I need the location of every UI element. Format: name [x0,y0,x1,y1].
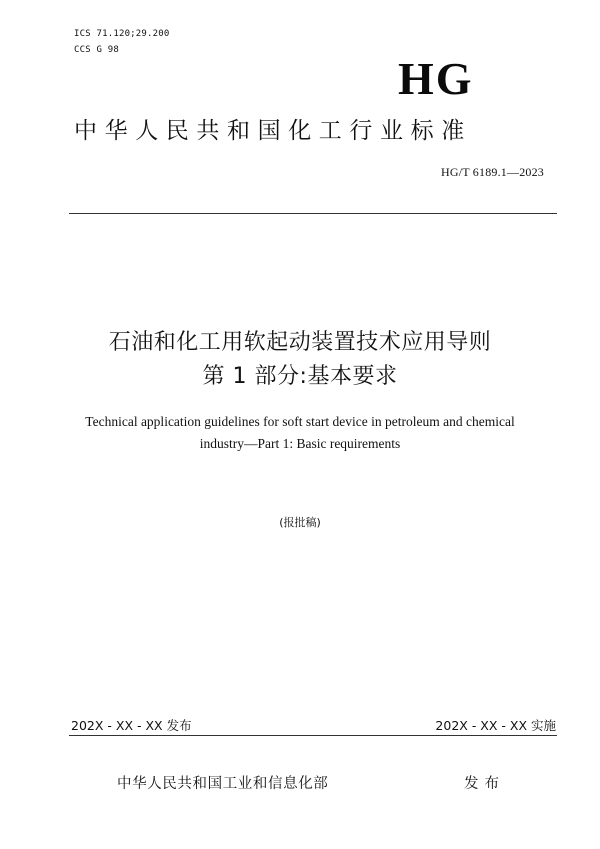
english-title [40,411,560,455]
chinese-title [40,326,560,394]
organization-title: 中华人民共和国化工行业标准 [74,118,472,144]
hg-logo: HG [398,52,474,104]
publish-label: 发布 [464,776,505,792]
english-title-line-1: Technical application guidelines for soft start device in petroleum and chemical [85,414,515,429]
header-divider [69,213,557,214]
standard-number: HG/T 6189.1—2023 [441,165,544,179]
draft-status-note: (报批稿) [279,516,321,529]
ics-code: ICS 71.120;29.200 [74,29,170,39]
chinese-title-line-2: 第 1 部分:基本要求 [202,364,398,389]
ccs-code: CCS G 98 [74,45,119,55]
implementation-date: 202X - XX - XX 实施 [435,718,556,733]
english-title-line-2: industry—Part 1: Basic requirements [199,436,401,451]
issuing-authority: 中华人民共和国工业和信息化部 [117,776,329,792]
footer-divider [69,735,557,736]
chinese-title-line-1: 石油和化工用软起动装置技术应用导则 [108,330,492,355]
issue-date: 202X - XX - XX 发布 [71,718,192,733]
